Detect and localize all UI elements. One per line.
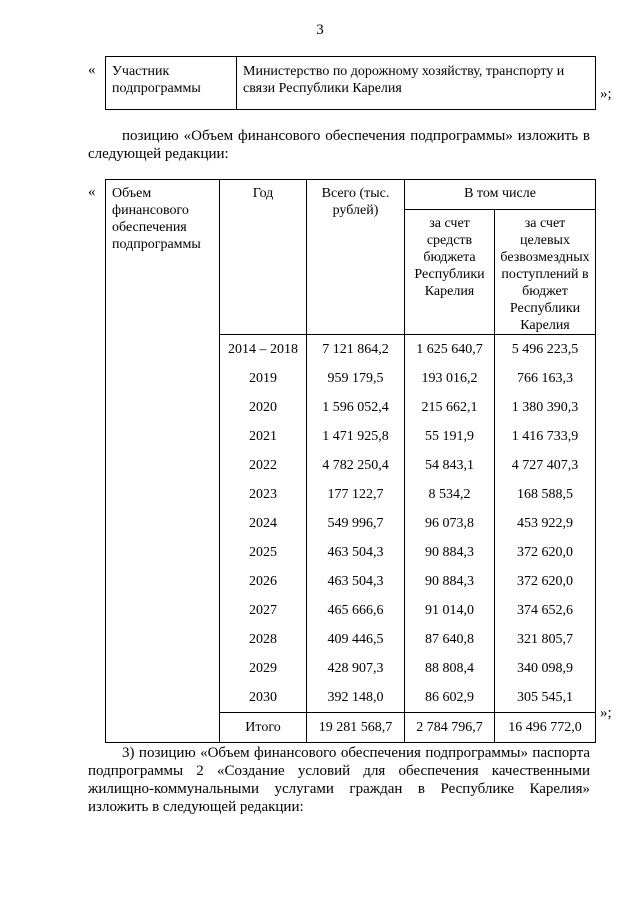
year-cell: 2027 [220, 596, 307, 625]
table-row [106, 335, 596, 365]
targeted-cell: 305 545,1 [495, 683, 596, 713]
total-cell: 1 471 925,8 [307, 422, 405, 451]
col-including-header: В том числе [405, 180, 596, 210]
total-budget: 2 784 796,7 [405, 713, 495, 743]
table-row [106, 451, 596, 480]
total-cell: 428 907,3 [307, 654, 405, 683]
targeted-cell: 1 380 390,3 [495, 393, 596, 422]
label-cell-filler [106, 596, 220, 625]
total-cell: 1 596 052,4 [307, 393, 405, 422]
year-cell: 2020 [220, 393, 307, 422]
total-cell: 4 782 250,4 [307, 451, 405, 480]
finance-table [105, 179, 596, 743]
col-year-header: Год [220, 180, 307, 335]
intro-paragraph: позицию «Объем финансового обеспечения подпрограммы» изложить в следующей редакции: [88, 128, 590, 162]
table-row [106, 480, 596, 509]
close-quote: »; [600, 705, 612, 721]
total-cell: 465 666,6 [307, 596, 405, 625]
budget-cell: 55 191,9 [405, 422, 495, 451]
table-row [106, 393, 596, 422]
total-cell: 463 504,3 [307, 538, 405, 567]
page-number: 3 [316, 22, 324, 38]
open-quote: « [88, 184, 96, 200]
table-row [106, 596, 596, 625]
total-cell: 409 446,5 [307, 625, 405, 654]
budget-cell: 86 602,9 [405, 683, 495, 713]
label-cell-filler [106, 683, 220, 713]
targeted-cell: 4 727 407,3 [495, 451, 596, 480]
budget-cell: 215 662,1 [405, 393, 495, 422]
targeted-cell: 1 416 733,9 [495, 422, 596, 451]
participant-value: Министерство по дорожному хозяйству, транспорту и связи Республики Карелия [237, 57, 596, 110]
total-cell: 549 996,7 [307, 509, 405, 538]
label-cell-filler [106, 713, 220, 743]
year-cell: 2019 [220, 364, 307, 393]
total-targeted: 16 496 772,0 [495, 713, 596, 743]
year-cell: 2021 [220, 422, 307, 451]
budget-cell: 96 073,8 [405, 509, 495, 538]
targeted-cell: 453 922,9 [495, 509, 596, 538]
targeted-cell: 321 805,7 [495, 625, 596, 654]
label-cell-filler [106, 509, 220, 538]
budget-cell: 90 884,3 [405, 567, 495, 596]
year-cell: 2026 [220, 567, 307, 596]
finance-label: Объем финансового обеспечения подпрограммы [106, 180, 220, 335]
targeted-cell: 766 163,3 [495, 364, 596, 393]
year-cell: 2025 [220, 538, 307, 567]
table-row [106, 567, 596, 596]
budget-cell: 54 843,1 [405, 451, 495, 480]
budget-cell: 87 640,8 [405, 625, 495, 654]
year-cell: 2030 [220, 683, 307, 713]
label-cell-filler [106, 567, 220, 596]
col-targeted-header: за счет целевых безвозмездных поступлений в бюджет Республики Карелия [495, 210, 596, 335]
budget-cell: 88 808,4 [405, 654, 495, 683]
label-cell-filler [106, 335, 220, 365]
label-cell-filler [106, 625, 220, 654]
budget-cell: 193 016,2 [405, 364, 495, 393]
budget-cell: 90 884,3 [405, 538, 495, 567]
table-row [106, 625, 596, 654]
label-cell-filler [106, 451, 220, 480]
targeted-cell: 5 496 223,5 [495, 335, 596, 365]
total-year: Итого [220, 713, 307, 743]
table-row [106, 654, 596, 683]
budget-cell: 1 625 640,7 [405, 335, 495, 365]
label-cell-filler [106, 364, 220, 393]
total-cell: 7 121 864,2 [307, 335, 405, 365]
label-cell-filler [106, 393, 220, 422]
year-cell: 2022 [220, 451, 307, 480]
col-total-header: Всего (тыс. рублей) [307, 180, 405, 335]
year-cell: 2014 – 2018 [220, 335, 307, 365]
year-cell: 2023 [220, 480, 307, 509]
label-cell-filler [106, 480, 220, 509]
close-quote: »; [600, 86, 612, 102]
label-cell-filler [106, 422, 220, 451]
closing-paragraph: 3) позицию «Объем финансового обеспечения подпрограммы» паспорта подпрограммы 2 «Создание условий для обеспечения качественными жилищно-коммунальными услугами граждан в Республике Карелия» изложить в следующей редакции: [88, 745, 590, 815]
total-sum: 19 281 568,7 [307, 713, 405, 743]
table-row [106, 538, 596, 567]
table-row [106, 509, 596, 538]
year-cell: 2029 [220, 654, 307, 683]
open-quote: « [88, 62, 96, 78]
total-cell: 392 148,0 [307, 683, 405, 713]
targeted-cell: 372 620,0 [495, 538, 596, 567]
budget-cell: 91 014,0 [405, 596, 495, 625]
table-row [106, 364, 596, 393]
participant-label: Участник подпрограммы [106, 57, 237, 110]
budget-cell: 8 534,2 [405, 480, 495, 509]
total-cell: 959 179,5 [307, 364, 405, 393]
year-cell: 2024 [220, 509, 307, 538]
col-budget-header: за счет средств бюджета Республики Карелия [405, 210, 495, 335]
table-row [106, 683, 596, 713]
year-cell: 2028 [220, 625, 307, 654]
table-row [106, 422, 596, 451]
targeted-cell: 372 620,0 [495, 567, 596, 596]
total-cell: 177 122,7 [307, 480, 405, 509]
targeted-cell: 340 098,9 [495, 654, 596, 683]
label-cell-filler [106, 538, 220, 567]
total-cell: 463 504,3 [307, 567, 405, 596]
targeted-cell: 374 652,6 [495, 596, 596, 625]
label-cell-filler [106, 654, 220, 683]
targeted-cell: 168 588,5 [495, 480, 596, 509]
participant-table [105, 56, 596, 110]
